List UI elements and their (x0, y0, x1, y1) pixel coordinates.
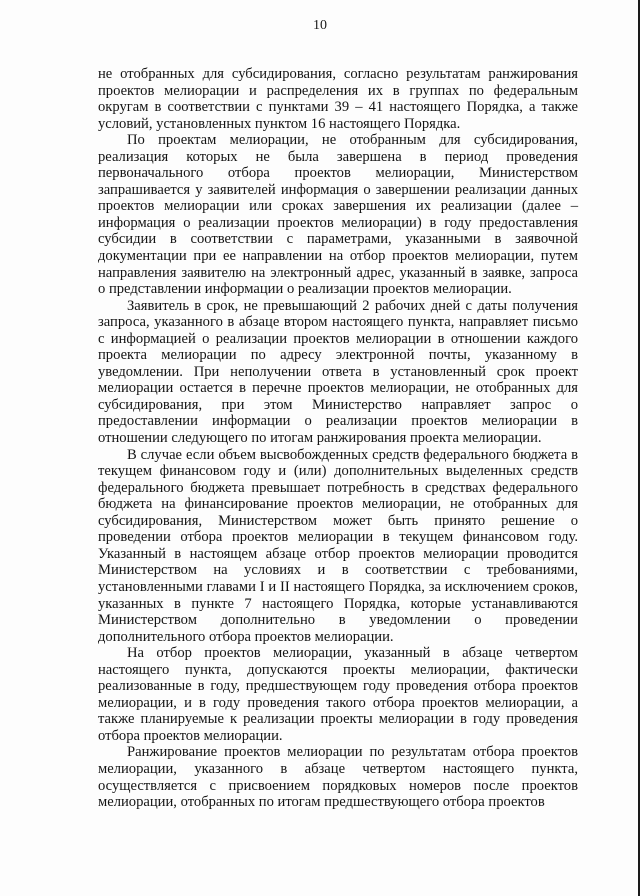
paragraph-information-request: По проектам мелиорации, не отобранным для субсидирования, реализация которых не была завершена в период проведения первоначального отбора проектов мелиорации, Министерством запрашивается у заявителей информация о завершении реализации данных проектов мелиорации или сроках завершения их реализации (далее – информация о реализации проектов мелиорации) в году предоставления субсидии в соответствии с параметрами, указанными в заявочной документации при ее направлении на отбор проектов мелиорации, путем направления заявителю на электронный адрес, указанный в заявке, запроса о представлении информации о реализации проектов мелиорации. (98, 132, 578, 298)
paragraph-ranking: Ранжирование проектов мелиорации по результатам отбора проектов мелиорации, указанного в абзаце четвертом настоящего пункта, осуществляется с присвоением порядковых номеров после проектов мелиорации, отобранных по итогам предшествующего отбора проектов (98, 744, 578, 811)
paragraph-applicant-response: Заявитель в срок, не превышающий 2 рабочих дней с даты получения запроса, указанного в абзаце втором настоящего пункта, направляет письмо с информацией о реализации проектов мелиорации в отношении каждого проекта мелиорации по адресу электронной почты, указанному в уведомлении. При неполучении ответа в установленный срок проект мелиорации остается в перечне проектов мелиорации, не отобранных для субсидирования, при этом Министерство направляет запрос о предоставлении информации о реализации проектов мелиорации в отношении следующего по итогам ранжирования проекта мелиорации. (98, 297, 578, 447)
paragraph-continuation: не отобранных для субсидирования, согласно результатам ранжирования проектов мелиорации и распределения их в группах по федеральным округам в соответствии с пунктами 39 – 41 настоящего Порядка, а также условий, установленных пунктом 16 настоящего Порядка. (98, 66, 578, 132)
paragraph-additional-selection: В случае если объем высвобожденных средств федерального бюджета в текущем финансовом году и (или) дополнительных выделенных средств федерального бюджета превышает потребность в средствах федерального бюджета на финансирование проектов мелиорации, не отобранных для субсидирования, Министерством может быть принято решение о проведении отбора проектов мелиорации в текущем финансовом году. Указанный в настоящем абзаце отбор проектов мелиорации проводится Министерством на условиях и в соответствии с требованиями, установленными главами I и II настоящего Порядка, за исключением сроков, указанных в пункте 7 настоящего Порядка, которые устанавливаются Министерством дополнительно в уведомлении о проведении дополнительного отбора проектов мелиорации. (98, 446, 578, 645)
page-number: 10 (313, 18, 327, 33)
paragraph-admitted-projects: На отбор проектов мелиорации, указанный в абзаце четвертом настоящего пункта, допускаются проекты мелиорации, фактически реализованные в году, предшествующем году проведения отбора проектов мелиорации, и в году проведения такого отбора проектов мелиорации, а также планируемые к реализации проекты мелиорации в году проведения отбора проектов мелиорации. (98, 645, 578, 744)
document-body (98, 66, 578, 811)
